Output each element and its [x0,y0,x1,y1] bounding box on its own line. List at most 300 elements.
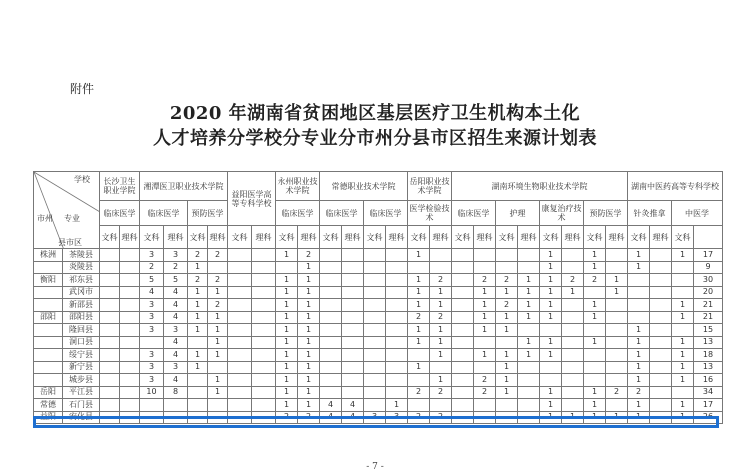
quota-cell: 1 [386,399,408,412]
quota-cell [188,336,208,349]
quota-cell: 2 [408,411,430,424]
major-header: 临床医学 [452,201,496,226]
page-number: - 7 - [366,462,384,472]
quota-cell [228,299,252,312]
attachment-label: 附件 [70,82,95,96]
table-row [34,286,723,299]
quota-cell [562,399,584,412]
quota-cell: 1 [518,311,540,324]
quota-cell: 1 [584,249,606,262]
quota-cell: 1 [518,286,540,299]
quota-cell: 3 [164,361,188,374]
quota-cell: 1 [628,349,650,362]
science-column-header: 理科 [386,226,408,249]
quota-cell [252,299,276,312]
quota-cell [606,249,628,262]
quota-cell [650,399,672,412]
city-cell [34,261,63,274]
quota-cell: 1 [584,311,606,324]
quota-cell [228,336,252,349]
corner-school-label: 学校 [74,175,90,184]
quota-cell [386,386,408,399]
major-header: 临床医学 [140,201,188,226]
county-cell: 洞口县 [63,336,100,349]
quota-cell [252,336,276,349]
quota-cell: 1 [208,311,228,324]
quota-cell: 1 [562,411,584,424]
quota-cell [584,324,606,337]
quota-cell [320,286,342,299]
quota-cell: 2 [298,411,320,424]
quota-cell: 2 [606,386,628,399]
quota-cell [228,374,252,387]
quota-cell [342,249,364,262]
quota-cell: 2 [430,274,452,287]
quota-cell [562,349,584,362]
corner-major-label: 专业 [64,214,80,223]
quota-cell: 1 [628,324,650,337]
major-header: 康复治疗技术 [540,201,584,226]
quota-cell: 1 [276,361,298,374]
quota-cell [364,349,386,362]
quota-cell: 1 [540,411,562,424]
quota-cell: 3 [140,299,164,312]
quota-cell: 2 [430,311,452,324]
quota-cell [518,261,540,274]
quota-cell [228,311,252,324]
major-header: 中医学 [672,201,723,226]
science-column-header: 理科 [298,226,320,249]
city-cell: 株洲 [34,249,63,262]
quota-cell [628,274,650,287]
quota-cell: 2 [208,274,228,287]
quota-cell: 1 [540,349,562,362]
quota-cell: 1 [408,249,430,262]
quota-cell [120,349,140,362]
quota-cell: 1 [496,286,518,299]
quota-cell [100,324,120,337]
quota-cell: 1 [584,386,606,399]
quota-cell [562,336,584,349]
school-header: 湖南环境生物职业技术学院 [452,172,628,201]
quota-cell [120,311,140,324]
quota-cell [518,386,540,399]
quota-cell [364,311,386,324]
quota-cell: 1 [208,336,228,349]
quota-cell [342,386,364,399]
quota-cell: 1 [408,299,430,312]
quota-cell [100,311,120,324]
quota-cell: 4 [320,411,342,424]
quota-cell [320,361,342,374]
city-cell: 岳阳 [34,386,63,399]
quota-cell [584,361,606,374]
corner-county-label: 县市区 [58,238,82,247]
table-row [34,336,723,349]
quota-cell [650,386,672,399]
quota-cell: 1 [408,286,430,299]
quota-cell [386,336,408,349]
quota-cell: 1 [474,324,496,337]
quota-cell [228,286,252,299]
quota-cell [474,336,496,349]
science-column-header: 理科 [606,226,628,249]
quota-cell [430,399,452,412]
subtotal-cell: 15 [694,324,723,337]
quota-cell: 1 [276,286,298,299]
quota-cell: 5 [140,274,164,287]
school-header: 湖南中医药高等专科学校 [628,172,723,201]
table-row [34,261,723,274]
quota-cell: 1 [540,299,562,312]
table-row [34,374,723,387]
selection-highlight-box [33,416,719,428]
quota-cell [562,361,584,374]
city-cell [34,336,63,349]
subtotal-cell: 20 [694,286,723,299]
quota-cell: 2 [496,299,518,312]
quota-cell [430,361,452,374]
quota-cell: 1 [298,374,320,387]
arts-column-header: 文科 [140,226,164,249]
science-column-header: 理科 [164,226,188,249]
quota-cell [606,361,628,374]
quota-cell: 1 [298,261,320,274]
quota-cell [386,324,408,337]
quota-cell: 1 [628,411,650,424]
quota-cell [606,399,628,412]
quota-cell: 1 [474,299,496,312]
quota-cell [208,261,228,274]
quota-cell: 1 [276,349,298,362]
arts-column-header: 文科 [188,226,208,249]
quota-cell: 1 [496,386,518,399]
county-cell: 炎陵县 [63,261,100,274]
quota-cell [100,249,120,262]
quota-cell [452,336,474,349]
table-row [34,311,723,324]
subtotal-cell: 16 [694,374,723,387]
subtotal-cell: 26 [694,411,723,424]
quota-cell [650,286,672,299]
science-column-header: 理科 [208,226,228,249]
quota-cell: 1 [298,299,320,312]
quota-cell: 1 [672,336,694,349]
quota-cell [606,324,628,337]
quota-cell: 5 [164,274,188,287]
county-cell: 祁东县 [63,274,100,287]
quota-cell: 4 [342,411,364,424]
quota-cell [320,324,342,337]
quota-cell [650,374,672,387]
quota-cell [584,374,606,387]
school-header: 常德职业技术学院 [320,172,408,201]
arts-column-header: 文科 [364,226,386,249]
quota-cell [518,374,540,387]
school-header: 益阳医学高等专科学校 [228,172,276,226]
subtotal-cell: 13 [694,336,723,349]
quota-cell: 2 [164,261,188,274]
quota-cell [452,286,474,299]
quota-cell [408,261,430,274]
quota-cell: 2 [298,249,320,262]
quota-cell [650,261,672,274]
science-column-header: 理科 [252,226,276,249]
quota-cell: 1 [298,361,320,374]
corner-header-cell [34,172,100,249]
quota-cell [452,311,474,324]
quota-cell [474,361,496,374]
quota-cell [386,374,408,387]
major-header: 临床医学 [364,201,408,226]
quota-cell: 1 [276,386,298,399]
quota-cell: 1 [276,299,298,312]
quota-cell: 1 [672,411,694,424]
quota-cell: 1 [408,336,430,349]
quota-cell [606,349,628,362]
quota-cell: 3 [140,311,164,324]
quota-cell: 1 [496,361,518,374]
quota-cell [584,286,606,299]
quota-cell: 2 [562,274,584,287]
science-column-header: 理科 [562,226,584,249]
quota-cell [452,386,474,399]
quota-cell: 1 [474,311,496,324]
table-row [34,349,723,362]
quota-cell [120,286,140,299]
county-cell: 武冈市 [63,286,100,299]
quota-cell [342,274,364,287]
quota-cell [364,386,386,399]
quota-cell: 4 [164,286,188,299]
quota-cell: 1 [276,311,298,324]
quota-cell: 4 [164,299,188,312]
quota-cell [540,324,562,337]
quota-cell: 1 [208,286,228,299]
quota-cell: 3 [140,361,164,374]
school-header: 长沙卫生职业学院 [100,172,140,201]
arts-column-header: 文科 [628,226,650,249]
quota-cell: 1 [672,311,694,324]
quota-cell [518,324,540,337]
subtotal-cell: 30 [694,274,723,287]
quota-cell [276,261,298,274]
table-row [34,249,723,262]
quota-cell [474,249,496,262]
quota-cell [496,336,518,349]
quota-cell: 1 [298,274,320,287]
quota-cell [386,261,408,274]
county-cell: 茶陵县 [63,249,100,262]
county-cell: 平江县 [63,386,100,399]
quota-cell [120,361,140,374]
arts-column-header: 文科 [672,226,694,249]
quota-cell: 1 [298,324,320,337]
quota-cell [474,261,496,274]
quota-cell [650,249,672,262]
quota-cell: 1 [628,249,650,262]
quota-cell: 1 [276,324,298,337]
quota-cell [364,336,386,349]
quota-cell: 1 [298,399,320,412]
quota-cell: 4 [164,311,188,324]
quota-cell [252,324,276,337]
quota-cell: 2 [474,386,496,399]
quota-cell [650,311,672,324]
quota-cell [252,361,276,374]
quota-cell [252,311,276,324]
quota-cell [120,336,140,349]
quota-cell [452,274,474,287]
school-header: 湘潭医卫职业技术学院 [140,172,228,201]
quota-cell [386,249,408,262]
quota-cell [252,386,276,399]
quota-cell [252,374,276,387]
city-cell [34,374,63,387]
quota-cell [364,249,386,262]
enrollment-plan-table [33,171,723,424]
quota-cell [252,349,276,362]
science-column-header: 理科 [474,226,496,249]
quota-cell: 1 [628,361,650,374]
quota-cell: 2 [188,249,208,262]
major-header: 预防医学 [584,201,628,226]
quota-cell [364,399,386,412]
quota-cell: 1 [518,336,540,349]
quota-cell [100,349,120,362]
quota-cell: 1 [606,286,628,299]
table-row [34,386,723,399]
city-cell [34,361,63,374]
quota-cell [120,374,140,387]
quota-cell: 1 [276,249,298,262]
quota-cell [140,336,164,349]
county-cell: 绥宁县 [63,349,100,362]
quota-cell: 1 [188,349,208,362]
quota-cell [120,261,140,274]
quota-cell [320,311,342,324]
city-cell [34,286,63,299]
quota-cell: 1 [606,411,628,424]
subtotal-cell: 21 [694,299,723,312]
school-header: 岳阳职业技术学院 [408,172,452,201]
county-cell: 新邵县 [63,299,100,312]
table-row [34,324,723,337]
quota-cell [562,249,584,262]
quota-cell [628,311,650,324]
quota-cell [452,299,474,312]
quota-cell: 4 [320,399,342,412]
quota-cell: 1 [584,299,606,312]
quota-cell [364,374,386,387]
quota-cell [364,299,386,312]
quota-cell [208,361,228,374]
quota-cell [342,336,364,349]
quota-cell: 1 [430,336,452,349]
quota-cell [496,249,518,262]
quota-cell: 1 [408,361,430,374]
quota-cell [672,324,694,337]
quota-cell: 1 [188,299,208,312]
quota-cell [496,399,518,412]
quota-cell [252,274,276,287]
quota-cell: 1 [518,299,540,312]
quota-cell [320,299,342,312]
major-header: 临床医学 [320,201,364,226]
quota-cell: 1 [496,324,518,337]
county-cell: 城步县 [63,374,100,387]
quota-cell: 2 [430,411,452,424]
quota-cell: 1 [430,374,452,387]
quota-cell: 4 [164,349,188,362]
quota-cell: 2 [430,386,452,399]
quota-cell: 2 [208,249,228,262]
quota-cell: 1 [208,349,228,362]
quota-cell: 1 [562,286,584,299]
quota-cell [342,261,364,274]
quota-cell: 3 [164,249,188,262]
quota-cell: 1 [672,399,694,412]
quota-cell: 1 [672,349,694,362]
city-cell: 邵阳 [34,311,63,324]
science-column-header: 理科 [120,226,140,249]
quota-cell: 1 [408,324,430,337]
quota-cell: 1 [188,311,208,324]
quota-cell [100,374,120,387]
quota-cell: 1 [430,324,452,337]
quota-cell [140,399,164,412]
quota-cell: 1 [188,361,208,374]
quota-cell [100,399,120,412]
quota-cell [650,349,672,362]
quota-cell: 1 [518,274,540,287]
arts-column-header: 文科 [100,226,120,249]
quota-cell [208,399,228,412]
quota-cell [228,261,252,274]
quota-cell [364,261,386,274]
county-cell: 安化县 [63,411,100,424]
quota-cell: 1 [540,261,562,274]
quota-cell [672,386,694,399]
quota-cell [342,374,364,387]
quota-cell [628,286,650,299]
county-cell: 隆回县 [63,324,100,337]
quota-cell: 1 [628,261,650,274]
quota-cell: 1 [298,286,320,299]
quota-cell [252,261,276,274]
arts-column-header: 文科 [320,226,342,249]
quota-cell: 1 [298,336,320,349]
quota-cell: 2 [408,311,430,324]
quota-cell [408,399,430,412]
city-cell [34,324,63,337]
subtotal-cell: 17 [694,399,723,412]
document-title-line1: 2020 年湖南省贫困地区基层医疗卫生机构本土化 [169,103,581,124]
quota-cell: 1 [672,374,694,387]
quota-cell [562,374,584,387]
arts-column-header: 文科 [228,226,252,249]
quota-cell [452,324,474,337]
quota-cell [100,274,120,287]
city-cell: 衡阳 [34,274,63,287]
quota-cell [650,336,672,349]
quota-cell: 1 [540,311,562,324]
quota-cell [188,374,208,387]
quota-cell [540,374,562,387]
quota-cell [452,261,474,274]
quota-cell [430,261,452,274]
quota-cell [562,299,584,312]
